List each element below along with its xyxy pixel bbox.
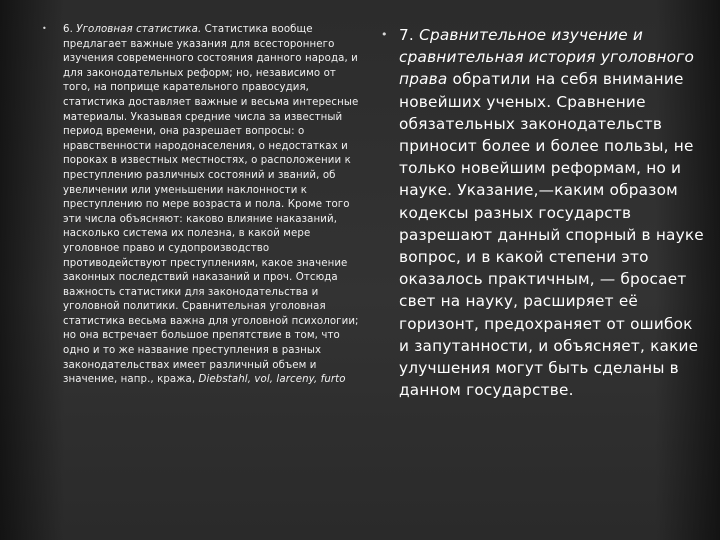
paragraph-comparative-law [399, 24, 706, 401]
item-foreign-terms: Diebstahl, vol, larceny, furto [198, 374, 346, 386]
left-column [42, 23, 362, 388]
item-title: Уголовная статистика. [76, 24, 202, 35]
bullet-icon: • [381, 28, 388, 41]
item-title: Сравнительное изучение и сравнительная история уголовного права [399, 26, 695, 89]
item-body: Статистика вообще предлагает важные указания для всестороннего изучения современного состояния данного народа, и для законодательных реформ; но, независимо от того, на поприще карательного правосудия, статистика доставляет важные и весьма интересные материалы. Указывая средние числа за известный период времени, она разрешает вопросы: о нравственности народонаселения, о недостатках и пороках в известных местностях, о расположении к преступлению различных состояний и званий, об увеличении или уменьшении наклонности к преступлению по мере возраста и пола. Кроме того эти числа объясняют: каково влияние наказаний, насколько система их полезна, в какой мере уголовное право и судопроизводство противодействуют преступлениям, какое значение законных последствий наказаний и проч. Отсюда важность статистики для законодательства и уголовной политики. Сравнительная уголовная статистика весьма важна для уголовной психологии; но она встречает большое препятствие в том, что одно и то же название преступления в разных законодательствах имеет различный объем и значение, напр., кража, [63, 24, 359, 386]
item-number: 6. [63, 24, 77, 35]
paragraph-criminal-statistics [63, 23, 362, 388]
right-column [381, 24, 706, 401]
bullet-icon: • [42, 24, 47, 33]
bullet-item-comparative-law [381, 24, 706, 401]
item-body: обратили на себя внимание новейших ученых. Сравнение обязательных законодательств приносит более и более пользы, не только новейшим реформам, но и науке. Указание,—каким образом кодексы разных государств разрешают данный спорный в науке вопрос, и в какой степени это оказалось практичным, — бросает свет на науку, расширяет её горизонт, предохраняет от ошибок и запутанности, и объясняет, какие улучшения могут быть сделаны в данном государстве. [399, 70, 704, 400]
item-number: 7. [399, 26, 420, 44]
bullet-item-criminal-statistics [42, 23, 362, 388]
